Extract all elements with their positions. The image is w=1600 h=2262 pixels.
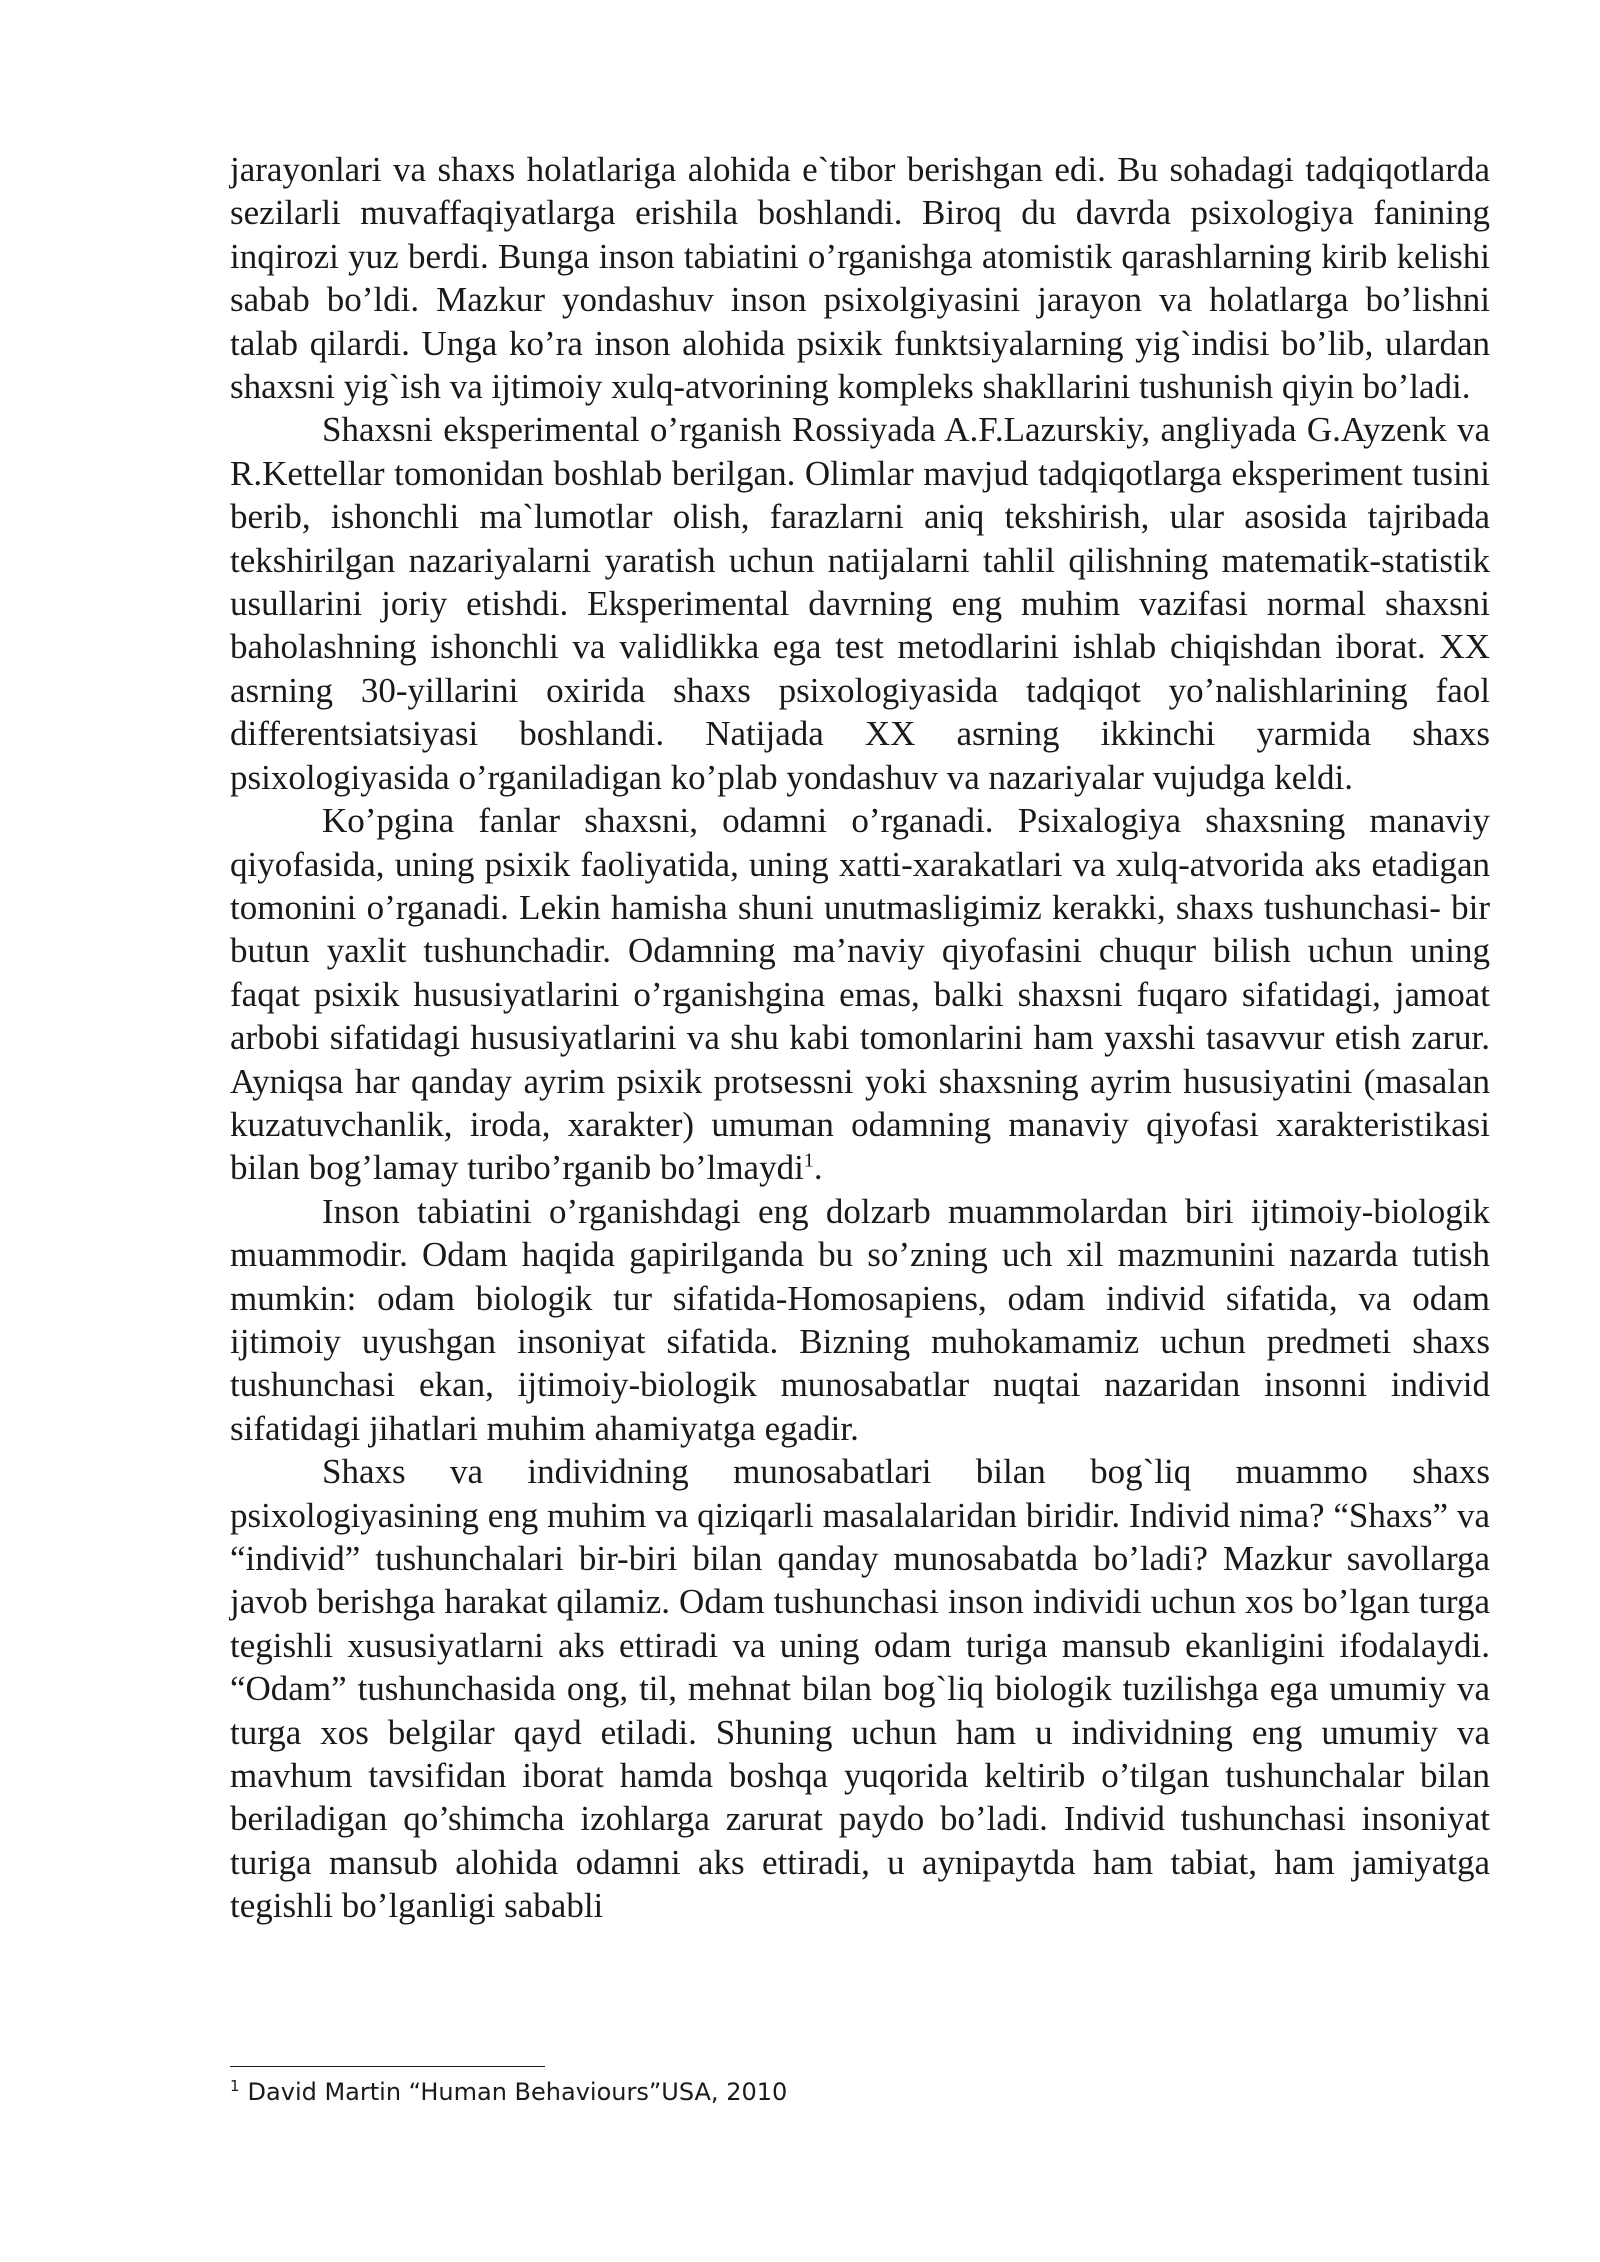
footnote (230, 2077, 1430, 2107)
paragraph-5: Shaxs va individning munosabatlari bilan bog`liq muammo shaxs psixologiyasining eng muhim va qiziqarli masalalaridan biridir. Individ nima? “Shaxs” va “individ” tushunchalari bir-biri bilan qanday munosabatda bo’ladi? Mazkur savollarga javob berishga harakat qilamiz. Odam tushunchasi inson individi uchun xos bo’lgan turga tegishli xususiyatlarni aks ettiradi va uning odam turiga mansub ekanligini ifodalaydi. “Odam” tushunchasida ong, til, mehnat bilan bog`liq biologik tuzilishga ega umumiy va turga xos belgilar qayd etiladi. Shuning uchun ham u individning eng umumiy va mavhum tavsifidan iborat hamda boshqa yuqorida keltirib o’tilgan tushunchalar bilan beriladigan qo’shimcha izohlarga zarurat paydo bo’ladi. Individ tushunchasi insoniyat turiga mansub alohida odamni aks ettiradi, u aynipaytda ham tabiat, ham jamiyatga tegishli bo’lganligi sababli (230, 1452, 1490, 1926)
paragraph-2: Shaxsni eksperimental o’rganish Rossiyada A.F.Lazurskiy, angliyada G.Ayzenk va R.Kettellar tomonidan boshlab berilgan. Olimlar mavjud tadqiqotlarga eksperiment tusini berib, ishonchli ma`lumotlar olish, farazlarni aniq tekshirish, ular asosida tajribada tekshirilgan nazariyalarni yaratish uchun natijalarni tahlil qilishning matematik-statistik usullarini joriy etishdi. Eksperimental davrning eng muhim vazifasi normal shaxsni baholashning ishonchli va validlikka ega test metodlarini ishlab chiqishdan iborat. XX asrning 30-yillarini oxirida shaxs psixologiyasida tadqiqot yo’nalishlarining faol differentsiatsiyasi boshlandi. Natijada XX asrning ikkinchi yarmida shaxs psixologiyasida o’rganiladigan ko’plab yondashuv va nazariyalar vujudga keldi. (230, 410, 1490, 797)
paragraph-3-end: . (813, 1148, 823, 1188)
footnote-reference[interactable]: 1 (803, 1149, 814, 1172)
paragraph-1: jarayonlari va shaxs holatlariga alohida e`tibor berishgan edi. Bu sohadagi tadqiqotlarda sezilarli muvaffaqiyatlarga erishila boshlandi. Biroq du davrda psixologiya fanining inqirozi yuz berdi. Bunga inson tabiatini o’rganishga atomistik qarashlarning kirib kelishi sabab bo’ldi. Mazkur yondashuv inson psixolgiyasini jarayon va holatlarga bo’lishni talab qilardi. Unga ko’ra inson alohida psixik funktsiyalarning yig`indisi bo’lib, ulardan shaxsni yig`ish va ijtimoiy xulq-atvorining kompleks shakllarini tushunish qiyin bo’ladi. (230, 150, 1490, 407)
paragraph-3-text: Ko’pgina fanlar shaxsni, odamni o’rganadi. Psixalogiya shaxsning manaviy qiyofasida, uning psixik faoliyatida, uning xatti-xarakatlari va xulq-atvorida aks etadigan tomonini o’rganadi. Lekin hamisha shuni unutmasligimiz kerakki, shaxs tushunchasi- bir butun yaxlit tushunchadir. Odamning ma’naviy qiyofasini chuqur bilish uchun uning faqat psixik hususiyatlarini o’rganishgina emas, balki shaxsni fuqaro sifatidagi, jamoat arbobi sifatidagi hususiyatlarini va shu kabi tomonlarini ham yaxshi tasavvur etish zarur. Ayniqsa har qanday ayrim psixik protsessni yoki shaxsning ayrim hususiyatini (masalan kuzatuvchanlik, iroda, xarakter) umuman odamning manaviy qiyofasi xarakteristikasi bilan bog’lamay turibo’rganib bo’lmaydi (230, 801, 1490, 1188)
footnote-number: 1 (230, 2077, 240, 2095)
body-text (230, 148, 1490, 1928)
footnote-text: David Martin “Human Behaviours”USA, 2010 (247, 2078, 788, 2106)
paragraph-4: Inson tabiatini o’rganishdagi eng dolzarb muammolardan biri ijtimoiy-biologik muammodir. Odam haqida gapirilganda bu so’zning uch xil mazmunini nazarda tutish mumkin: odam biologik tur sifatida-Homosapiens, odam individ sifatida, va odam ijtimoiy uyushgan insoniyat sifatida. Bizning muhokamamiz uchun predmeti shaxs tushunchasi ekan, ijtimoiy-biologik munosabatlar nuqtai nazaridan insonni individ sifatidagi jihatlari muhim ahamiyatga egadir. (230, 1191, 1490, 1448)
paragraph-3 (230, 799, 1490, 1190)
footnote-separator (230, 2066, 545, 2067)
